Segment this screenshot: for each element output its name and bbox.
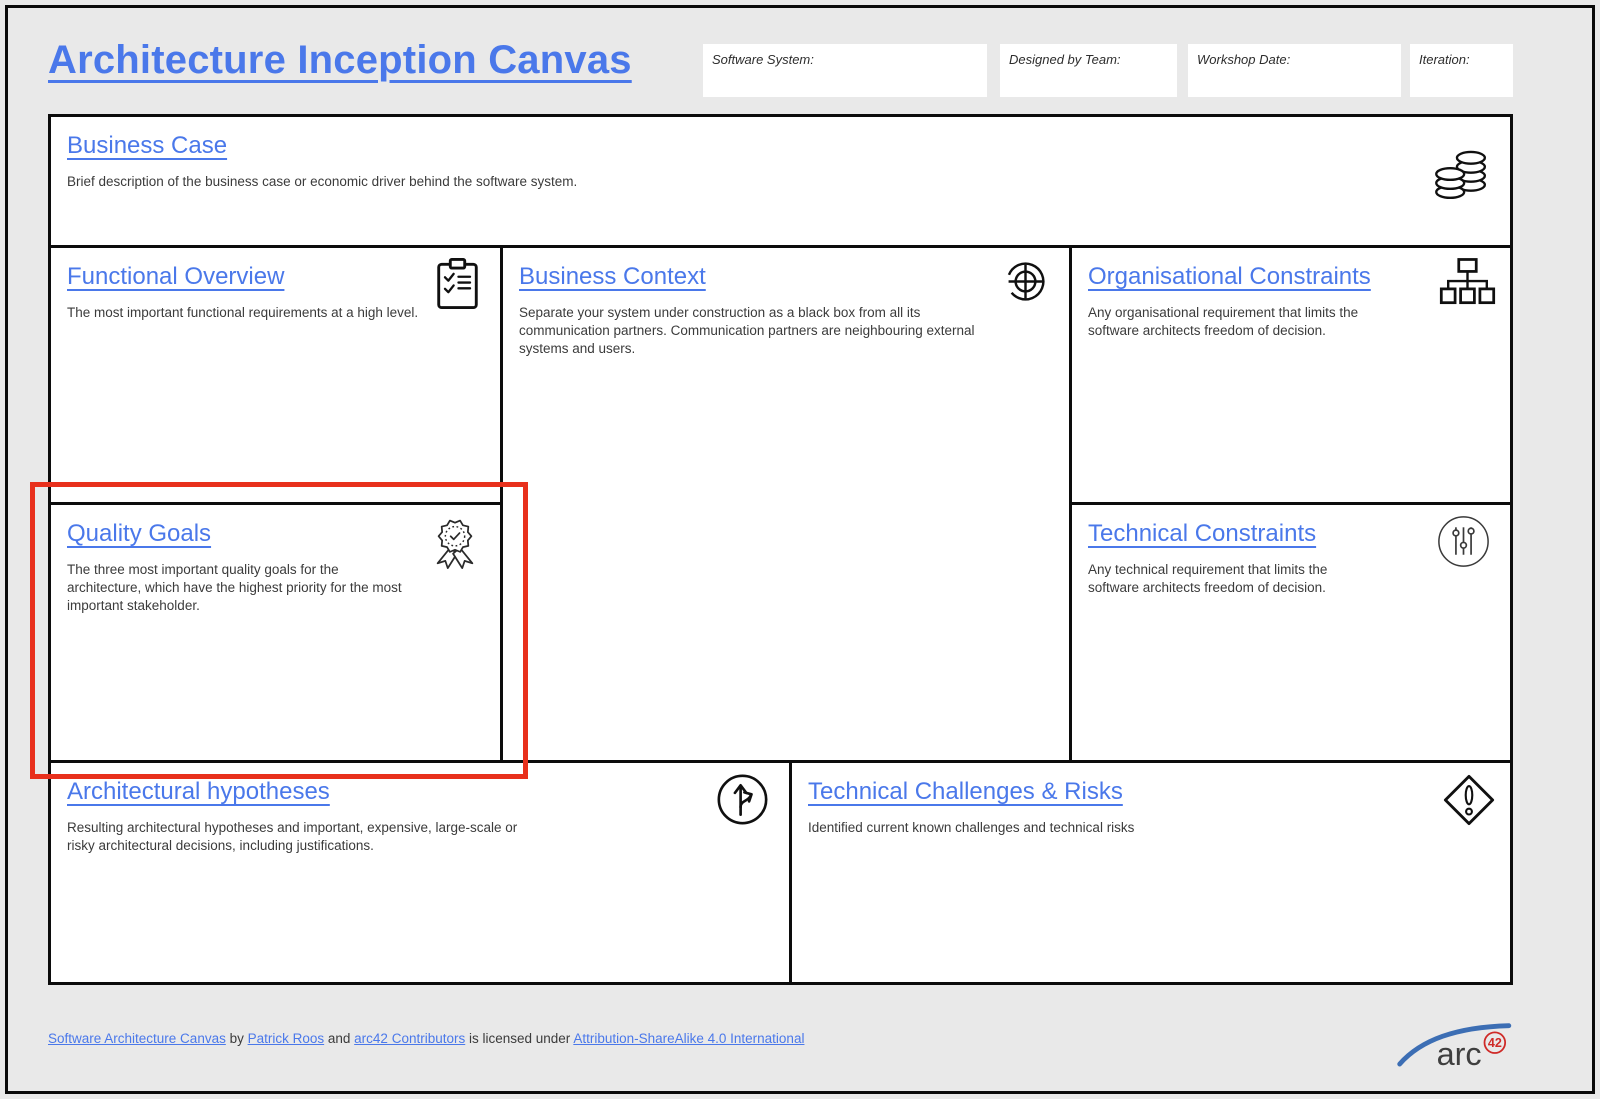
- cell-business-context[interactable]: [500, 245, 1072, 763]
- cell-architectural-hypotheses[interactable]: [48, 760, 792, 985]
- quality-goals-title-link[interactable]: Quality Goals: [67, 520, 212, 547]
- cell-functional-overview[interactable]: [48, 245, 503, 505]
- business-context-description: Separate your system under construction as a black box from all its communication partners. Communication partners are neighbouring external systems and users.: [519, 305, 975, 357]
- org-chart-icon: [1439, 258, 1496, 306]
- cell-technical-challenges-risks[interactable]: [789, 760, 1513, 985]
- technical-challenges-risks-description: Identified current known challenges and technical risks: [808, 820, 1135, 835]
- page-title: Architecture Inception Canvas: [48, 38, 632, 82]
- arc42-badge-number: 42: [1487, 1036, 1502, 1051]
- clipboard-checklist-icon: [435, 258, 480, 310]
- license-footer: [48, 1031, 804, 1046]
- designed-by-team-label: Designed by Team:: [1009, 52, 1121, 67]
- technical-constraints-title-link[interactable]: Technical Constraints: [1088, 520, 1317, 547]
- software-system-label: Software System:: [712, 52, 814, 67]
- license-text-is-licensed-under: is licensed under: [465, 1031, 574, 1046]
- award-badge-icon: [430, 515, 480, 571]
- cell-organisational-constraints[interactable]: [1069, 245, 1513, 505]
- warning-diamond-icon: [1442, 773, 1496, 827]
- architectural-hypotheses-title-link[interactable]: Architectural hypotheses: [67, 778, 330, 805]
- workshop-date-label: Workshop Date:: [1197, 52, 1291, 67]
- workshop-date-field[interactable]: [1188, 44, 1401, 97]
- technical-constraints-description: Any technical requirement that limits the software architects freedom of decision.: [1088, 562, 1328, 596]
- functional-overview-title-link[interactable]: Functional Overview: [67, 263, 285, 290]
- license-link-arc42-contributors[interactable]: arc42 Contributors: [354, 1031, 466, 1046]
- license-link-software-architecture-canvas[interactable]: Software Architecture Canvas: [48, 1031, 226, 1046]
- designed-by-team-field[interactable]: [1000, 44, 1177, 97]
- business-context-title-link[interactable]: Business Context: [519, 263, 706, 290]
- arc42-logo: [1396, 1008, 1514, 1067]
- functional-overview-description: The most important functional requirements at a high level.: [67, 305, 419, 320]
- sliders-icon: [1437, 515, 1490, 568]
- target-crosshair-icon: [1002, 258, 1049, 305]
- iteration-label: Iteration:: [1419, 52, 1470, 67]
- license-link-attribution-sharealike[interactable]: Attribution-ShareAlike 4.0 International: [573, 1031, 805, 1046]
- arc42-logo-text: arc: [1436, 1035, 1482, 1067]
- organisational-constraints-title-link[interactable]: Organisational Constraints: [1088, 263, 1371, 290]
- license-link-patrick-roos[interactable]: Patrick Roos: [247, 1031, 325, 1046]
- license-text-and: and: [324, 1031, 355, 1046]
- organisational-constraints-description: Any organisational requirement that limits the software architects freedom of decision.: [1088, 305, 1359, 339]
- business-case-title-link[interactable]: Business Case: [67, 132, 228, 159]
- license-text-by: by: [225, 1031, 248, 1046]
- fork-arrow-icon: [716, 773, 769, 826]
- software-system-field[interactable]: [703, 44, 987, 97]
- technical-challenges-risks-title-link[interactable]: Technical Challenges & Risks: [808, 778, 1123, 805]
- cell-technical-constraints[interactable]: [1069, 502, 1513, 763]
- iteration-field[interactable]: [1410, 44, 1513, 97]
- quality-goals-description: The three most important quality goals for the architecture, which have the highest priority for the most important stakeholder.: [67, 562, 402, 614]
- architectural-hypotheses-description: Resulting architectural hypotheses and important, expensive, large-scale or risky architectural decisions, including justifications.: [67, 820, 518, 854]
- cell-business-case[interactable]: [48, 114, 1513, 248]
- business-case-description: Brief description of the business case or economic driver behind the software system.: [67, 174, 578, 189]
- coins-icon: [1434, 145, 1488, 203]
- cell-quality-goals[interactable]: [48, 502, 503, 763]
